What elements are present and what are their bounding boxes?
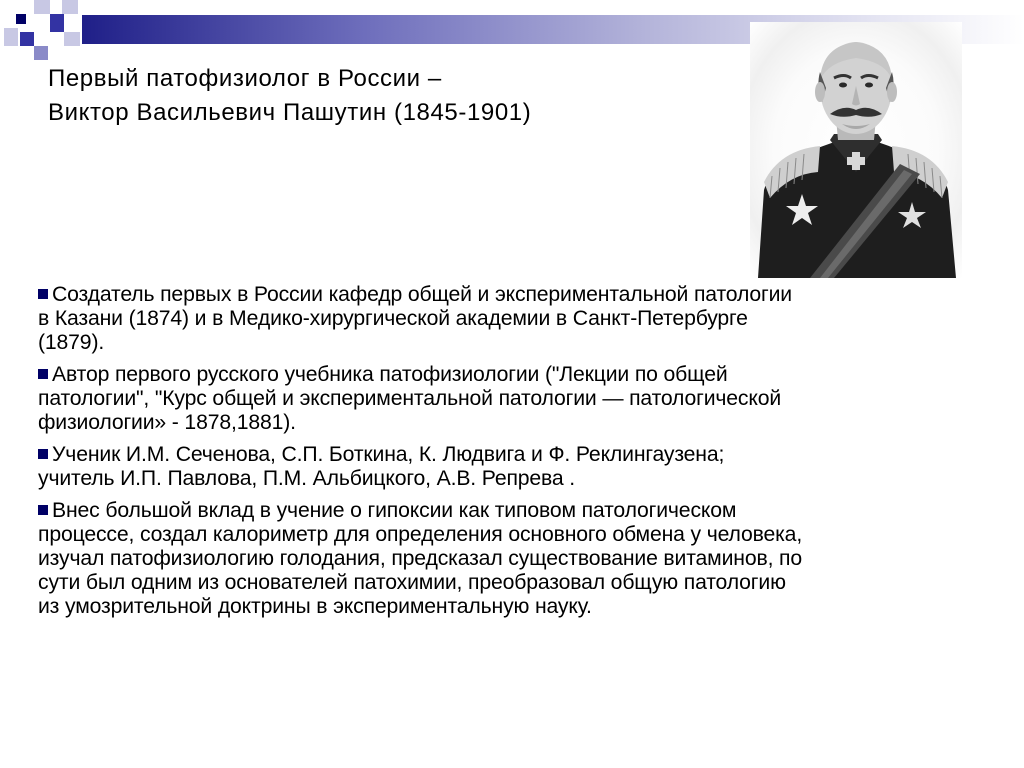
bullet-item	[38, 283, 988, 355]
bullet-first-line	[38, 283, 988, 307]
decor-square	[4, 28, 18, 46]
bullet-text: Внес большой вклад в учение о гипоксии как типовом патологическом	[52, 499, 737, 522]
bullet-text: учитель И.П. Павлова, П.М. Альбицкого, А.В. Репрева .	[38, 467, 576, 490]
bullet-square-icon	[38, 369, 48, 379]
bullet-text: Создатель первых в России кафедр общей и экспериментальной патологии	[52, 283, 792, 306]
bullet-text: в Казани (1874) и в Медико-хирургической академии в Санкт-Петербурге	[38, 307, 748, 330]
bullet-text: патологии", "Курс общей и экспериментальной патологии — патологической	[38, 387, 782, 410]
bullet-text: изучал патофизиологию голодания, предсказал существование витаминов, по	[38, 547, 802, 570]
bullet-item	[38, 363, 988, 435]
bullet-first-line	[38, 443, 988, 467]
bullet-first-line	[38, 363, 988, 387]
bullet-text: физиологии» - 1878,1881).	[38, 411, 296, 434]
portrait-photo	[750, 22, 962, 278]
bullet-text: сути был одним из основателей патохимии, преобразовал общую патологию	[38, 571, 786, 594]
bullet-text: из умозрительной доктрины в экспериментальную науку.	[38, 595, 592, 618]
bullet-square-icon	[38, 449, 48, 459]
decor-square	[62, 0, 78, 14]
slide-title	[48, 62, 688, 130]
bullet-text: процессе, создал калориметр для определения основного обмена у человека,	[38, 523, 803, 546]
bullet-first-line	[38, 499, 988, 523]
decor-square	[34, 46, 48, 60]
decor-square	[50, 14, 64, 32]
bullet-item	[38, 499, 988, 619]
bullet-square-icon	[38, 505, 48, 515]
bullet-text: (1879).	[38, 331, 105, 354]
decor-square	[16, 14, 26, 24]
decor-square	[34, 0, 50, 14]
title-line: Первый патофизиолог в России –	[48, 65, 442, 92]
bullet-item	[38, 443, 988, 491]
bullet-square-icon	[38, 289, 48, 299]
decor-square	[64, 32, 80, 46]
title-line: Виктор Васильевич Пашутин (1845-1901)	[48, 99, 532, 126]
decor-square	[20, 32, 34, 46]
bullet-list	[38, 283, 988, 627]
bullet-text: Ученик И.М. Сеченова, С.П. Боткина, К. Людвига и Ф. Реклингаузена;	[52, 443, 725, 466]
bullet-text: Автор первого русского учебника патофизиологии ("Лекции по общей	[52, 363, 728, 386]
